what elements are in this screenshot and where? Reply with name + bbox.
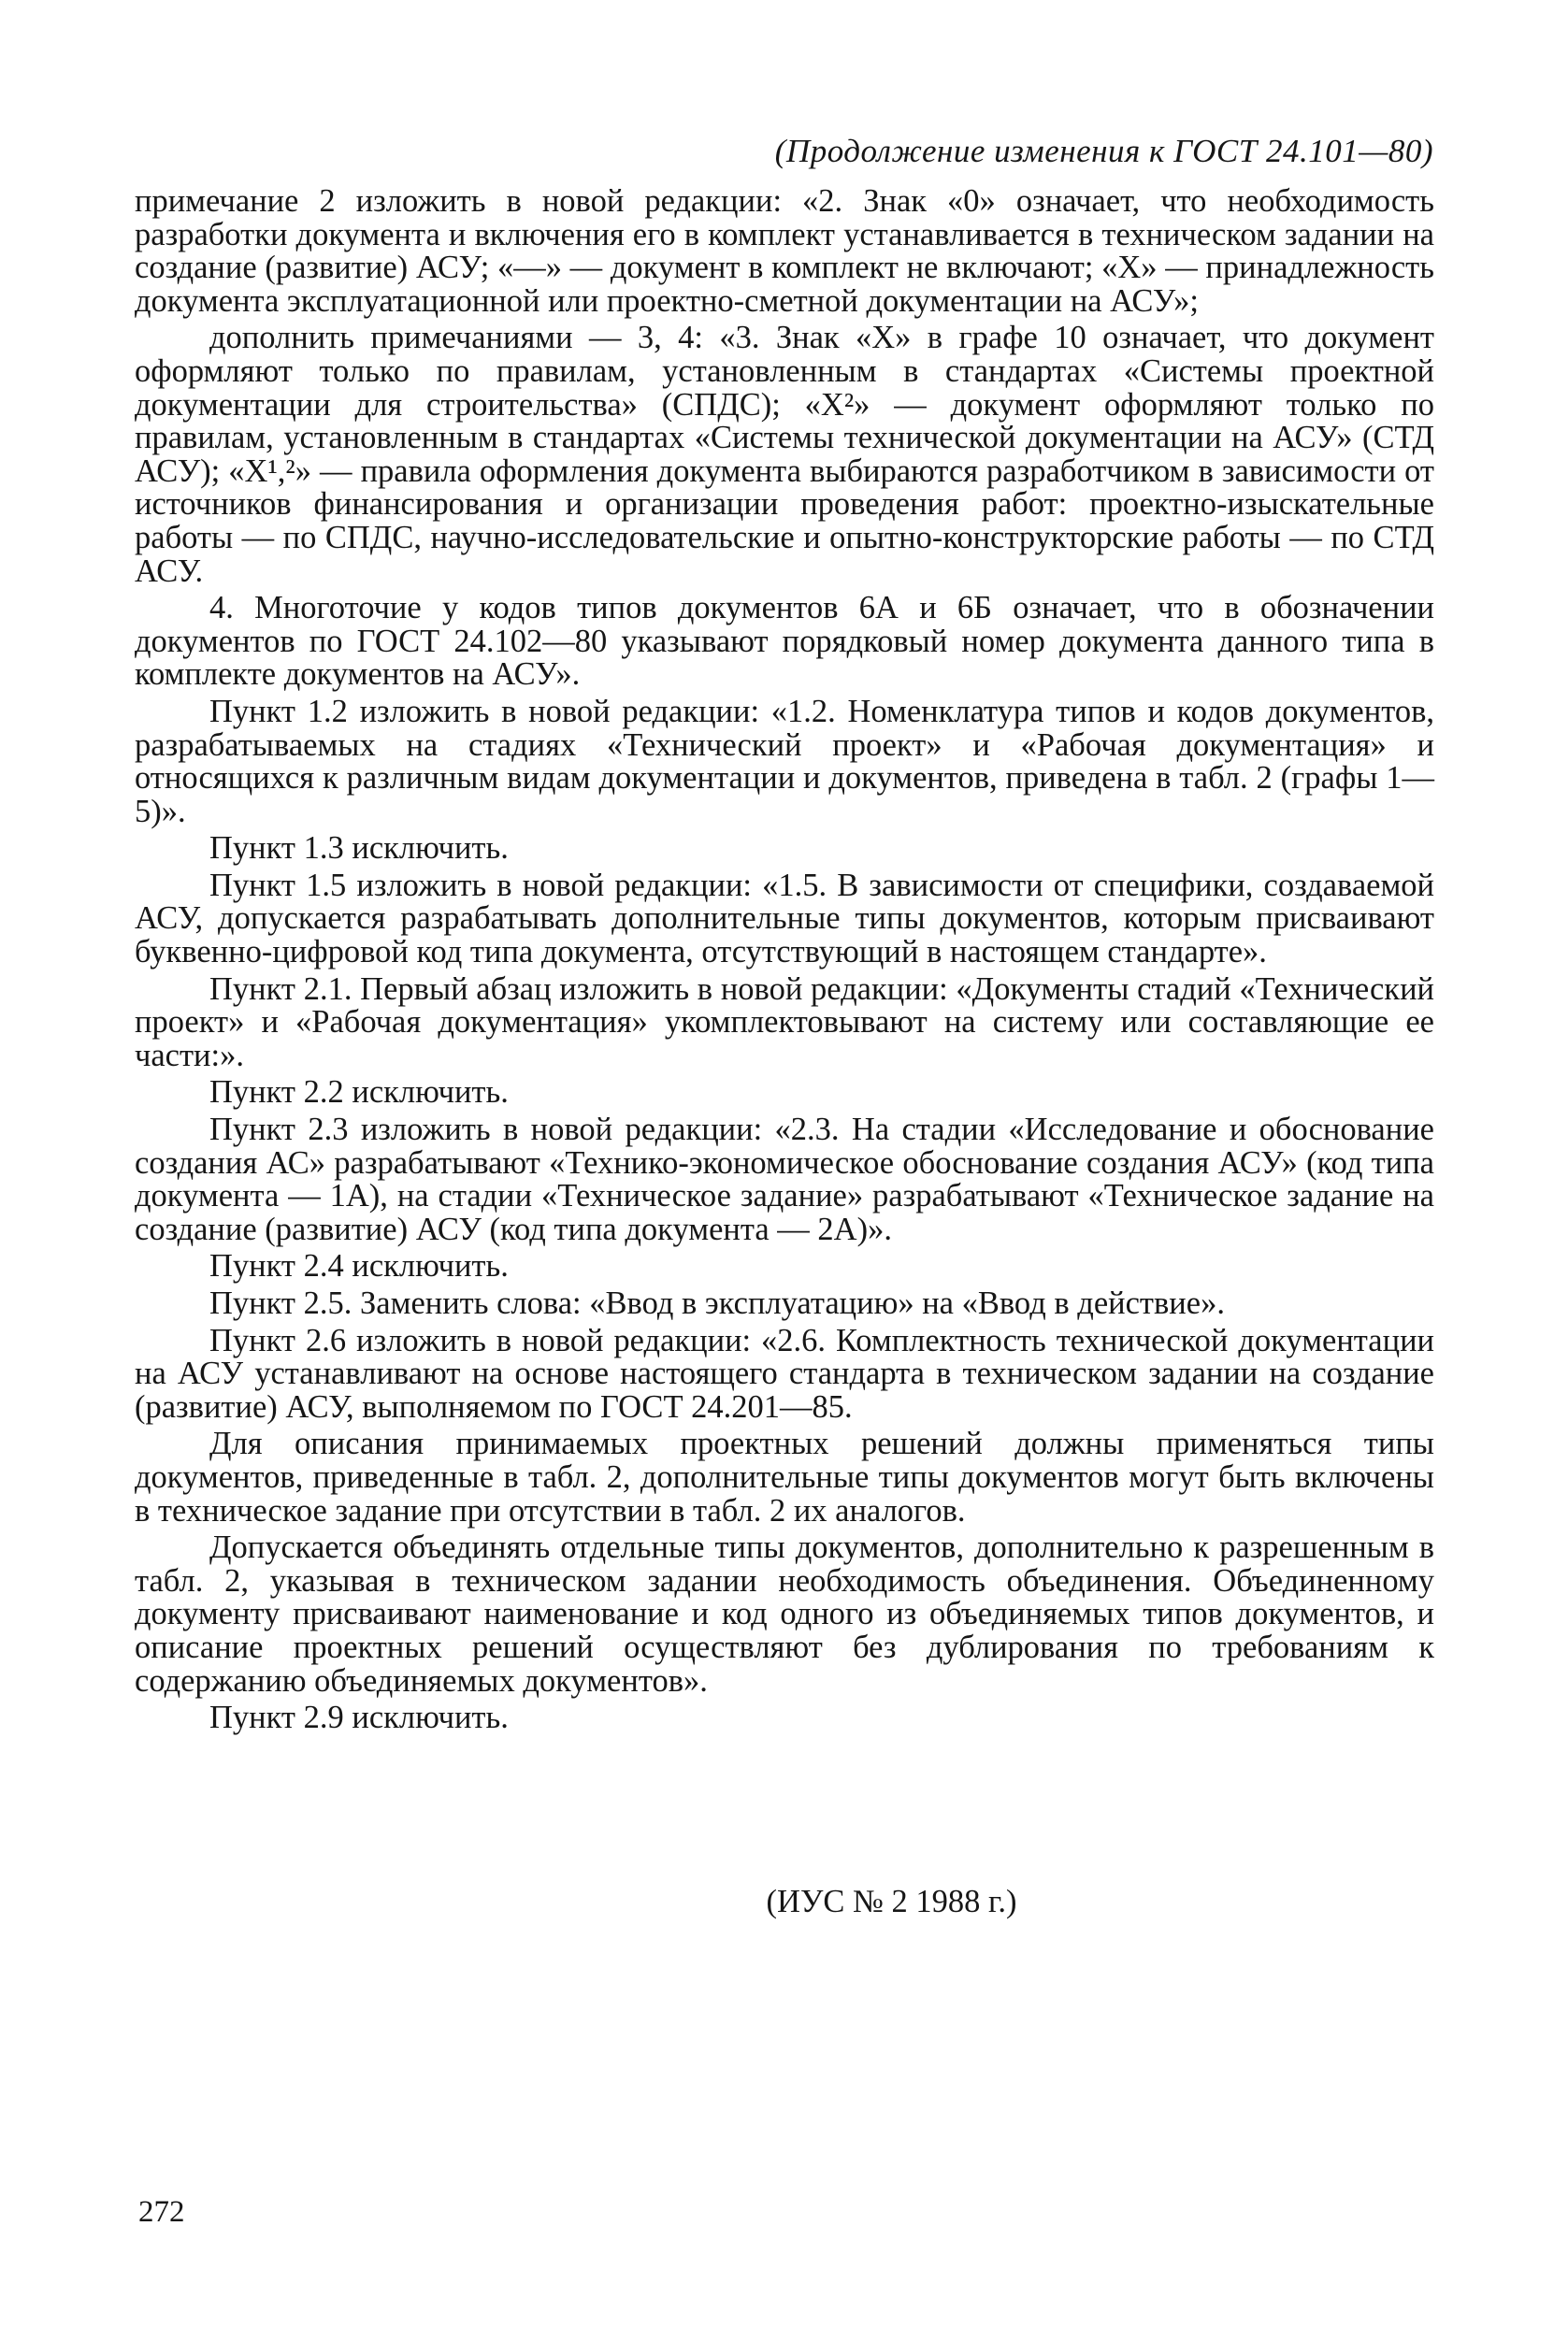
paragraph: Допускается объединять отдельные типы документов, дополнительно к разрешенным в табл. 2, указывая в техническом задании необходимость объединения. Объединенному документу присваивают наименование и код одного из объединяемых типов документов, и описание проектных решений осуществляют без дублирования по требованиям к содержанию объединяемых документов». [135,1530,1434,1699]
paragraph: Пункт 2.6 изложить в новой редакции: «2.6. Комплектность технической документации на АСУ устанавливают на основе настоящего стандарта в техническом задании на создание (развитие) АСУ, выполняемом по ГОСТ 24.201—85. [135,1322,1434,1425]
paragraph: Пункт 1.2 изложить в новой редакции: «1.2. Номенклатура типов и кодов документов, разрабатываемых на стадиях «Технический проект» и «Рабочая документация» и относящихся к различным видам документации и документов, приведена в табл. 2 (графы 1—5)». [135,693,1434,829]
paragraph: Пункт 1.5 изложить в новой редакции: «1.5. В зависимости от специфики, создаваемой АСУ, допускается разрабатывать дополнительные типы документов, которым присваивают буквенно-цифровой код типа документа, отсутствующий в настоящем стандарте». [135,867,1434,970]
paragraph: Для описания принимаемых проектных решений должны применяться типы документов, приведенные в табл. 2, дополнительные типы документов могут быть включены в техническое задание при отсутствии в табл. 2 их аналогов. [135,1426,1434,1529]
paragraph: Пункт 2.4 исключить. [209,1248,509,1285]
source-citation: (ИУС № 2 1988 г.) [766,1884,1017,1919]
paragraph: Пункт 2.9 исключить. [209,1700,509,1736]
running-header: (Продолжение изменения к ГОСТ 24.101—80) [774,133,1433,169]
paragraph: примечание 2 изложить в новой редакции: «2. Знак «0» означает, что необходимость разработки документа и включения его в комплект устанавливается в техническом задании на создание (развитие) АСУ; «—» — документ в комплект не включают; «X» — принадлежность документа эксплуатационной или проектно-сметной документации на АСУ»; [135,183,1434,319]
paragraph: Пункт 2.1. Первый абзац изложить в новой редакции: «Документы стадий «Технический проект» и «Рабочая документация» укомплектовывают на систему или составляющие ее части:». [135,970,1434,1073]
paragraph: Пункт 2.5. Заменить слова: «Ввод в эксплуатацию» на «Ввод в действие». [209,1285,1225,1321]
page-number: 272 [138,2195,185,2229]
paragraph: Пункт 2.3 изложить в новой редакции: «2.3. На стадии «Исследование и обоснование создания АС» разрабатывают «Технико-экономическое обоснование создания АСУ» (код типа документа — 1А), на стадии «Техническое задание» разрабатывают «Техническое задание на создание (развитие) АСУ (код типа документа — 2А)». [135,1112,1434,1247]
paragraph: Пункт 2.2 исключить. [209,1074,509,1111]
body-text [135,185,1434,1739]
paragraph: Пункт 1.3 исключить. [209,830,509,867]
paragraph: 4. Многоточие у кодов типов документов 6А и 6Б означает, что в обозначении документов по ГОСТ 24.102—80 указывают порядковый номер документа данного типа в комплекте документов на АСУ». [135,590,1434,693]
paragraph: дополнить примечаниями — 3, 4: «3. Знак «X» в графе 10 означает, что документ оформляют только по правилам, установленным в стандартах «Системы проектной документации для строительства» (СПДС); «X²» — документ оформляют только по правилам, установленным в стандартах «Системы технической документации на АСУ» (СТД АСУ); «X¹,²» — правила оформления документа выбираются разработчиком в зависимости от источников финансирования и организации проведения работ: проектно-изыскательные работы — по СПДС, научно-исследовательские и опытно-конструкторские работы — по СТД АСУ. [135,320,1434,589]
